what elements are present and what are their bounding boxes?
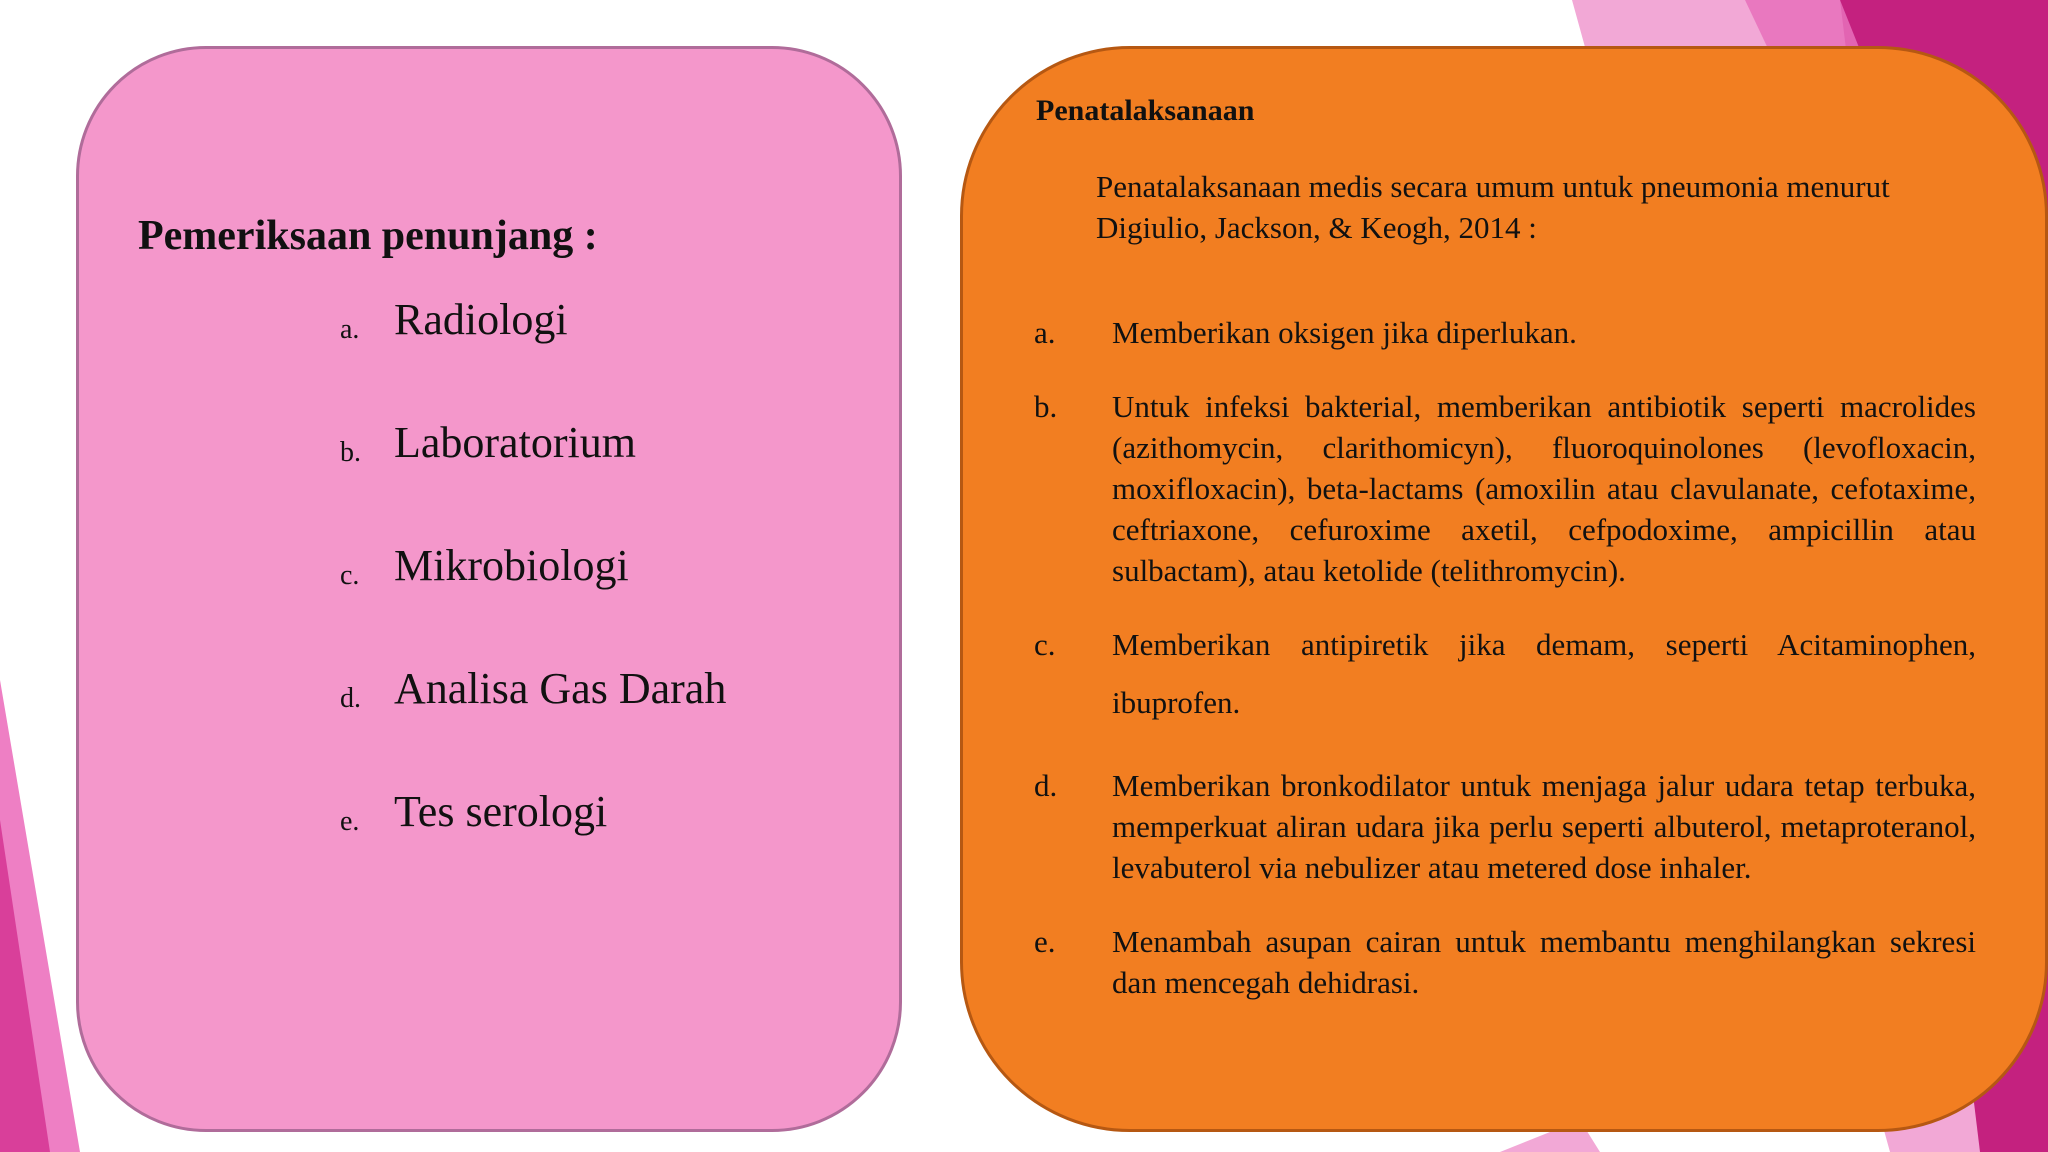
- list-item-text: Memberikan antipiretik jika demam, seperti Acitaminophen, ibuprofen.: [1112, 627, 1976, 720]
- list-item-label: c.: [340, 560, 360, 591]
- list-item-text: Memberikan oksigen jika diperlukan.: [1112, 315, 1577, 350]
- list-item-label: e.: [1034, 924, 1056, 959]
- list-item: [340, 417, 726, 540]
- list-item: [340, 540, 726, 663]
- list-item-text: Mikrobiologi: [394, 541, 629, 590]
- list-item-label: b.: [340, 437, 361, 468]
- list-item-text: Analisa Gas Darah: [394, 664, 727, 713]
- list-item-label: a.: [1034, 315, 1056, 350]
- list-item: [340, 663, 726, 786]
- list-item: [1034, 765, 1976, 888]
- list-item-text: Memberikan bronkodilator untuk menjaga jalur udara tetap terbuka, memperkuat aliran udara jika perlu seperti albuterol, metaproteranol, levabuterol via nebulizer atau metered dose inhaler.: [1112, 768, 1976, 885]
- list-item-label: e.: [340, 806, 360, 837]
- list-item: [1034, 312, 1976, 353]
- list-item: [1034, 921, 1976, 1003]
- list-item-label: d.: [1034, 768, 1058, 803]
- right-card-heading: Penatalaksanaan: [1036, 94, 1255, 127]
- list-item-label: d.: [340, 683, 361, 714]
- list-item-label: c.: [1034, 627, 1056, 662]
- left-card-list: [340, 294, 726, 909]
- list-item: [340, 294, 726, 417]
- list-item-text: Untuk infeksi bakterial, memberikan antibiotik seperti macrolides (azithomycin, clarithomicyn), fluoroquinolones (levofloxacin, moxifloxacin), beta-lactams (amoxilin atau clavulanate, cefotaxime, ceftriaxone, cefuroxime axetil, cefpodoxime, ampicillin atau sulbactam), atau ketolide (telithromycin).: [1112, 389, 1976, 588]
- list-item-text: Laboratorium: [394, 418, 636, 467]
- list-item-text: Menambah asupan cairan untuk membantu menghilangkan sekresi dan mencegah dehidrasi.: [1112, 924, 1976, 1000]
- left-card-title: Pemeriksaan penunjang :: [138, 213, 598, 259]
- right-card-list: [1034, 312, 1976, 1036]
- list-item: [1034, 386, 1976, 591]
- list-item-text: Tes serologi: [394, 787, 608, 836]
- list-item-label: b.: [1034, 389, 1058, 424]
- list-item-label: a.: [340, 314, 360, 345]
- right-card-intro: Penatalaksanaan medis secara umum untuk pneumonia menurut Digiulio, Jackson, & Keogh, 2014 :: [1096, 169, 1890, 245]
- list-item: [1034, 624, 1976, 732]
- list-item: [340, 786, 726, 909]
- list-item-text: Radiologi: [394, 295, 568, 344]
